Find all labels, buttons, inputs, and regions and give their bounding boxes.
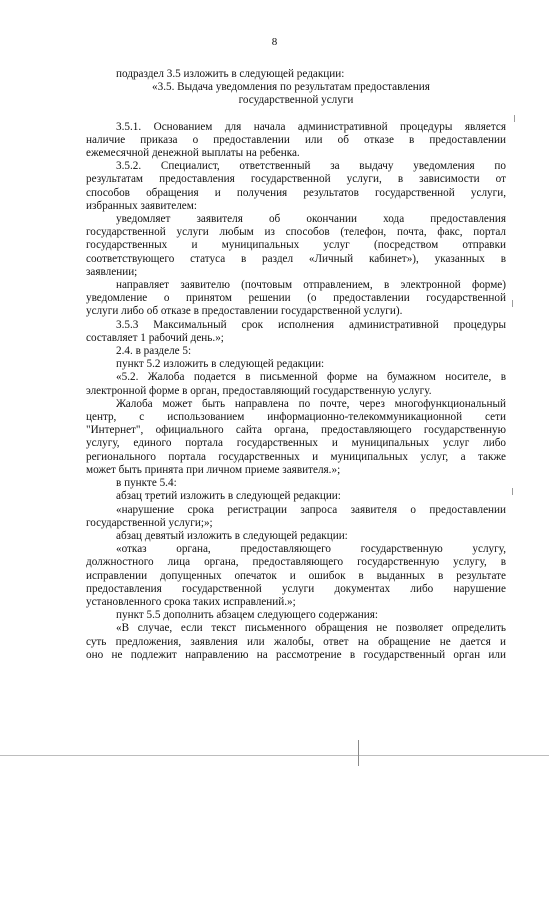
scan-margin-mark [514, 115, 515, 122]
document-line: абзац третий изложить в следующей редакции: [116, 490, 341, 503]
document-line: соответствующего статуса в раздел «Личный кабинет»), указанных в [86, 252, 506, 265]
document-line: 3.5.2. Специалист, ответственный за выдачу уведомления по [116, 160, 506, 173]
document-line: избранных заявителем: [86, 199, 197, 212]
document-line: может быть принята при личном приеме заявителя.»; [86, 463, 341, 476]
document-line: составляет 1 рабочий день.»; [86, 331, 224, 344]
scan-margin-mark [512, 488, 513, 495]
document-line: подраздел 3.5 изложить в следующей редакции: [116, 68, 345, 80]
document-line: «В случае, если текст письменного обращения не позволяет определить [116, 622, 506, 635]
scan-margin-mark [512, 300, 513, 307]
document-line: «нарушение срока регистрации запроса заявителя о предоставлении [116, 503, 506, 516]
scan-artifact-mark [358, 740, 359, 766]
document-line: регионального портала государственных и муниципальных услуг, а также [86, 450, 506, 463]
document-line: 3.5.1. Основанием для начала административной процедуры является [116, 120, 506, 133]
document-line: 2.4. в разделе 5: [116, 345, 192, 358]
document-line: услугу, единого портала государственных и муниципальных услуг либо [86, 437, 506, 450]
document-line: оно не подлежит направлению на рассмотрение в государственный орган или [86, 648, 506, 661]
document-line: способов обращения и получения результатов государственной услуги, [86, 186, 506, 199]
document-line: должностного лица органа, предоставляющего государственную услугу, в [86, 556, 506, 569]
document-line: государственной услуги любым из способов (телефон, почта, факс, портал [86, 226, 506, 239]
document-body [86, 68, 506, 662]
document-line: пункт 5.5 дополнить абзацем следующего содержания: [116, 609, 378, 622]
document-line: уведомляет заявителя об окончании хода предоставления [116, 213, 506, 226]
document-line: исправлении допущенных опечаток и ошибок в выданных в результате [86, 569, 506, 582]
document-line: 3.5.3 Максимальный срок исполнения административной процедуры [116, 318, 506, 331]
document-line: абзац девятый изложить в следующей редакции: [116, 529, 348, 542]
document-line: ежемесячной денежной выплаты на ребенка. [86, 147, 300, 160]
document-line: «3.5. Выдача уведомления по результатам предоставления [152, 81, 430, 94]
document-line: государственных и муниципальных услуг (посредством отправки [86, 239, 506, 252]
document-line: электронной форме в орган, предоставляющий государственную услугу. [86, 384, 432, 397]
paragraph-gap [86, 108, 506, 121]
document-line: услуги либо об отказе в предоставлении государственной услуги). [86, 305, 403, 318]
document-line: уведомление о принятом решении (о предоставлении государственной [86, 292, 506, 305]
document-line: государственной услуги;»; [86, 516, 213, 529]
document-line: Жалоба может быть направлена по почте, через многофункциональный [116, 397, 506, 410]
document-line: суть предложения, заявления или жалобы, ответ на обращение не дается и [86, 635, 506, 648]
document-line: государственной услуги [238, 94, 354, 107]
document-line: центр, с использованием информационно-телекоммуникационной сети [86, 411, 506, 424]
document-line: направляет заявителю (почтовым отправлением, в электронной форме) [116, 279, 506, 292]
page-number: 8 [271, 36, 278, 48]
document-line: "Интернет", официального сайта органа, предоставляющего государственную [86, 424, 506, 437]
document-line: заявлении; [86, 265, 138, 278]
document-line: «отказ органа, предоставляющего государственную услугу, [116, 543, 506, 556]
page-fold-line [0, 755, 549, 756]
document-line: предоставления государственной услуги документах либо нарушение [86, 582, 506, 595]
document-line: пункт 5.2 изложить в следующей редакции: [116, 358, 325, 371]
document-line: в пункте 5.4: [116, 477, 177, 490]
document-line: результатам предоставления государственной услуги, в зависимости от [86, 173, 506, 186]
document-line: установленного срока таких исправлений.»; [86, 595, 296, 608]
document-line: «5.2. Жалоба подается в письменной форме на бумажном носителе, в [116, 371, 506, 384]
document-line: наличие приказа о предоставлении или об отказе в предоставлении [86, 133, 506, 146]
